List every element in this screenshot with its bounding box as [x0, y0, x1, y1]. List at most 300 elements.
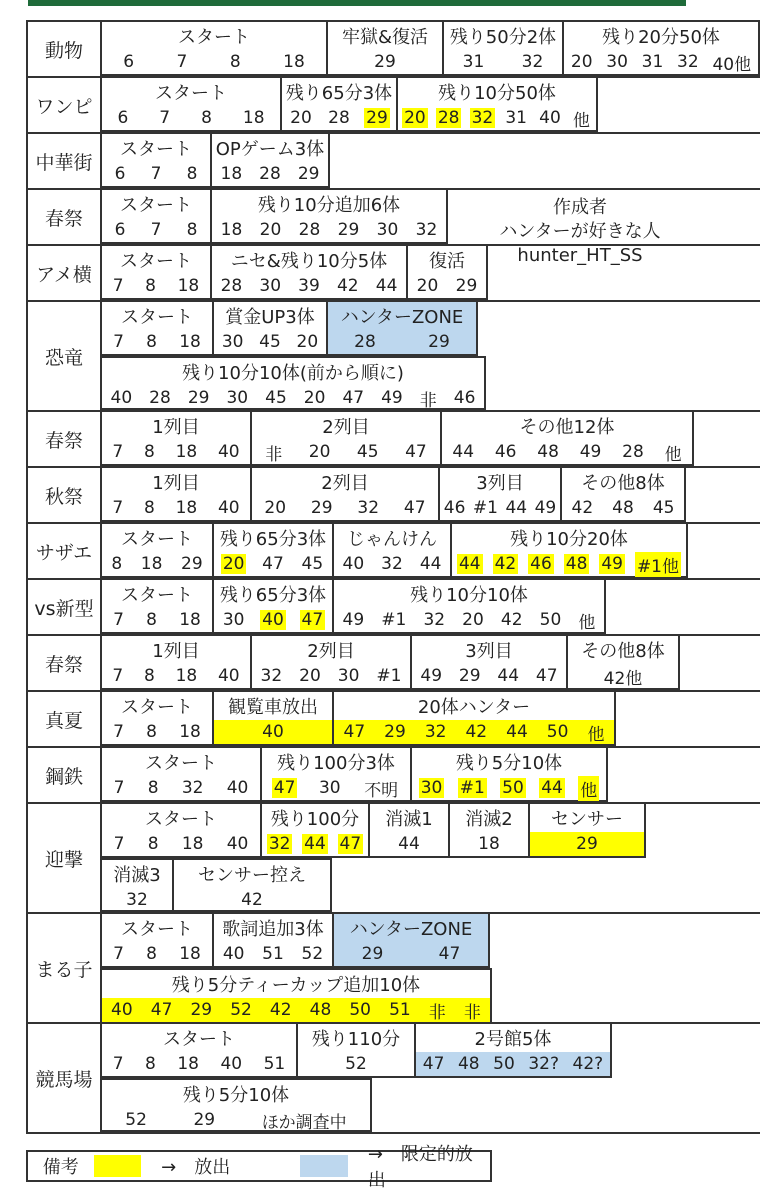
hunter-number: 8: [145, 276, 156, 296]
hunter-number: 8: [201, 108, 212, 128]
phase-header: 残り5分10体: [182, 1085, 290, 1106]
legend-label: 備考: [42, 1157, 79, 1178]
phase-header: 残り100分: [270, 809, 360, 830]
hunter-numbers: [212, 274, 406, 298]
hunter-number: 50: [502, 778, 524, 798]
phase-cell: [282, 78, 398, 132]
hunter-number: 8: [146, 944, 157, 964]
hunter-number: 47: [150, 1000, 173, 1020]
hunter-number: 47: [342, 388, 365, 408]
hunter-number: 29: [193, 1110, 216, 1130]
hunter-numbers: [252, 440, 440, 464]
hunter-number: 32: [677, 52, 699, 72]
hunter-number: 47: [438, 944, 461, 964]
event-row: [26, 468, 760, 524]
event-row: [26, 636, 760, 692]
phase-header: スタート: [121, 529, 193, 550]
hunter-numbers: [262, 832, 368, 856]
phase-header: その他8体: [581, 473, 665, 494]
hunter-number: 28: [354, 332, 376, 352]
phase-cell: [370, 804, 450, 858]
legend-blue-text: → 限定的放出: [367, 1144, 473, 1191]
hunter-number: 29: [310, 498, 333, 518]
hunter-number: 49: [342, 610, 365, 630]
hunter-number: 52: [230, 1000, 252, 1020]
hunter-number: 51: [263, 1054, 286, 1074]
hunter-number: 18: [220, 220, 243, 240]
phase-header: 残り100分3体: [277, 753, 395, 774]
hunter-number: 18: [478, 834, 500, 854]
hunter-number: 40: [222, 944, 245, 964]
hunter-number: 51: [389, 1000, 411, 1020]
hunter-number: #1: [472, 498, 498, 518]
phase-cell: [398, 78, 598, 132]
phase-header: スタート: [155, 83, 227, 104]
phase-cell: [262, 804, 370, 858]
hunter-number: 49: [579, 442, 602, 462]
hunter-number: 18: [140, 554, 163, 574]
event-row: [26, 20, 760, 78]
credit-handle: hunter_HT_SS: [517, 245, 643, 266]
hunter-number: 他: [578, 612, 596, 633]
hunter-numbers: [102, 608, 212, 632]
phase-header: 賞金UP3体: [225, 307, 315, 328]
hunter-numbers: [214, 552, 332, 576]
hunter-number: 44: [458, 554, 481, 574]
phase-header: その他8体: [581, 641, 665, 662]
hunter-number: 51: [262, 944, 284, 964]
hunter-number: 18: [179, 722, 201, 742]
hunter-numbers: [102, 552, 212, 576]
hunter-number: 他: [664, 444, 682, 465]
hunter-number: 48: [565, 554, 588, 574]
hunter-number: 45: [652, 498, 675, 518]
phase-header: 残り10分50体: [438, 83, 556, 104]
phase-header: じゃんけん: [347, 529, 437, 550]
phase-cell: [334, 580, 606, 634]
phase-cell: [562, 468, 686, 522]
hunter-numbers: [102, 330, 212, 354]
hunter-numbers: [262, 776, 410, 800]
credit-title: 作成者: [553, 197, 607, 218]
phase-cell: [102, 636, 252, 690]
hunter-number: 30: [376, 220, 399, 240]
hunter-numbers: [450, 832, 528, 856]
hunter-number: 30: [222, 610, 245, 630]
event-label: 恐竜: [26, 302, 102, 410]
phase-header: スタート: [178, 27, 250, 48]
hunter-number: 18: [177, 276, 200, 296]
hunter-number: 18: [179, 944, 201, 964]
event-row: [26, 692, 760, 748]
credit-note: [470, 196, 690, 268]
phase-header: スタート: [121, 919, 193, 940]
phase-header: 残り10分10体(前から順に): [182, 363, 404, 384]
hunter-number: 50: [349, 1000, 371, 1020]
event-label: アメ横: [26, 246, 102, 300]
hunter-number: 45: [301, 554, 324, 574]
phase-cell: [102, 302, 214, 356]
hunter-number: 20: [570, 52, 593, 72]
hunter-number: 49: [420, 666, 443, 686]
hunter-number: 20: [259, 220, 282, 240]
phase-cell: [214, 914, 334, 968]
hunter-number: 非: [428, 1002, 446, 1023]
hunter-numbers: [102, 440, 250, 464]
hunter-number: 30: [420, 778, 443, 798]
hunter-number: 32: [268, 834, 291, 854]
hunter-number: 8: [229, 52, 241, 72]
hunter-number: 7: [112, 498, 124, 518]
hunter-numbers: [444, 50, 562, 74]
hunter-numbers: [102, 496, 250, 520]
phase-header: 消滅2: [465, 809, 513, 830]
hunter-number: 6: [117, 108, 129, 128]
hunter-number: 47: [422, 1054, 445, 1074]
phase-header: スタート: [163, 1029, 235, 1050]
hunter-numbers: [102, 1108, 370, 1132]
hunter-number: 29: [181, 554, 203, 574]
event-row: [26, 78, 760, 134]
hunter-number: 40: [111, 1000, 133, 1020]
phase-header: スタート: [145, 809, 217, 830]
hunter-numbers: [212, 218, 446, 242]
phase-header: ハンターZONE: [328, 302, 476, 330]
phase-header: 残り20分50体: [602, 27, 720, 48]
phase-cell: [440, 468, 562, 522]
hunter-number: #1: [376, 666, 402, 686]
hunter-number: 42?: [572, 1054, 604, 1074]
hunter-number: 29: [361, 944, 384, 964]
legend-blue-swatch: [300, 1155, 348, 1177]
phase-cell: [564, 22, 760, 76]
phase-header: 消滅1: [385, 809, 433, 830]
hunter-numbers: [298, 1052, 414, 1076]
hunter-number: 48: [537, 442, 559, 462]
hunter-number: 30: [318, 778, 341, 798]
phase-header: スタート: [120, 251, 192, 272]
phase-cell: [102, 22, 328, 76]
event-row: [26, 524, 760, 580]
hunter-numbers: [412, 664, 566, 688]
hunter-number: 44: [419, 554, 442, 574]
hunter-numbers: [214, 330, 326, 354]
hunter-number: 40: [217, 498, 240, 518]
hunter-number: 32: [521, 52, 544, 72]
hunter-number: 42: [494, 554, 517, 574]
phase-header: ハンターZONE: [334, 914, 488, 942]
hunter-number: 47: [405, 442, 427, 462]
hunter-number: 48: [612, 498, 634, 518]
hunter-number: 20: [290, 108, 312, 128]
phase-cell: [102, 524, 214, 578]
event-label: 春祭: [26, 636, 102, 690]
phase-header: その他12体: [519, 417, 615, 438]
hunter-numbers: [440, 496, 560, 520]
event-table: [26, 20, 760, 1134]
hunter-number: 30: [221, 332, 244, 352]
event-label: 動物: [26, 22, 102, 76]
hunter-numbers: [334, 942, 488, 966]
phase-cell: [252, 468, 440, 522]
hunter-number: 28: [328, 108, 350, 128]
hunter-number: 40: [262, 610, 284, 630]
hunter-numbers: [568, 664, 678, 688]
hunter-number: 7: [150, 164, 162, 184]
hunter-number: 45: [259, 332, 281, 352]
hunter-number: 7: [113, 834, 125, 854]
hunter-number: 29: [576, 834, 598, 854]
hunter-number: 47: [273, 778, 296, 798]
hunter-numbers: [328, 50, 442, 74]
hunter-number: 7: [112, 1054, 124, 1074]
phase-header: 残り5分ティーカップ追加10体: [171, 975, 421, 996]
hunter-number: 49: [534, 498, 557, 518]
phase-header: 3列目: [465, 641, 513, 662]
hunter-number: 7: [150, 220, 162, 240]
hunter-numbers: [102, 50, 326, 74]
phase-cell: [102, 246, 212, 300]
phase-cell: [328, 22, 444, 76]
phase-cell: [262, 748, 412, 802]
event-row: [26, 914, 760, 1024]
hunter-number: 44: [398, 834, 420, 854]
phase-header: センサー: [551, 809, 623, 830]
phase-cell: [102, 858, 174, 912]
hunter-numbers: [102, 218, 210, 242]
phase-cell: [214, 524, 334, 578]
phase-cell: [334, 692, 616, 746]
event-label: vs新型: [26, 580, 102, 634]
hunter-number: 18: [175, 498, 198, 518]
hunter-number: 44: [452, 442, 475, 462]
phase-header: 消滅3: [113, 865, 161, 886]
hunter-number: 40他: [712, 54, 752, 75]
hunter-number: 7: [113, 944, 124, 964]
phase-header: スタート: [121, 697, 193, 718]
phase-cell: [212, 190, 448, 244]
phase-cell: [452, 524, 688, 578]
hunter-number: 8: [145, 1054, 156, 1074]
hunter-number: 30: [226, 388, 249, 408]
hunter-number: 45: [356, 442, 379, 462]
hunter-number: 18: [179, 332, 201, 352]
hunter-number: 20: [308, 442, 331, 462]
hunter-number: 不明: [364, 780, 399, 801]
hunter-number: 32?: [528, 1054, 559, 1074]
hunter-numbers: [416, 1052, 610, 1076]
hunter-number: 32: [423, 610, 446, 630]
hunter-number: 29: [190, 1000, 213, 1020]
hunter-number: 50: [493, 1054, 515, 1074]
phase-header: 3列目: [476, 473, 524, 494]
hunter-number: 20: [222, 554, 245, 574]
hunter-numbers: [102, 832, 260, 856]
hunter-number: 28: [298, 220, 321, 240]
hunter-numbers: [102, 998, 490, 1022]
phase-cell: [252, 636, 412, 690]
phase-cell: [252, 412, 442, 466]
hunter-number: 7: [113, 610, 124, 630]
hunter-number: 7: [112, 276, 124, 296]
event-label: 鋼鉄: [26, 748, 102, 802]
hunter-numbers: [530, 832, 644, 856]
phase-header: 残り110分: [311, 1029, 401, 1050]
event-row: [26, 302, 760, 412]
phase-cell: [102, 692, 214, 746]
hunter-number: 20: [299, 666, 321, 686]
phase-cell: [102, 804, 262, 858]
hunter-number: 31: [462, 52, 485, 72]
hunter-number: 30: [259, 276, 282, 296]
phase-header: 歌詞追加3体: [222, 919, 324, 940]
hunter-numbers: [442, 440, 692, 464]
phase-header: 1列目: [152, 417, 200, 438]
hunter-number: 7: [112, 442, 124, 462]
hunter-number: 52: [125, 1110, 147, 1130]
phase-cell: [412, 748, 608, 802]
hunter-number: 44: [541, 778, 563, 798]
hunter-numbers: [564, 50, 758, 74]
hunter-number: 20: [462, 610, 484, 630]
hunter-numbers: [102, 720, 212, 744]
event-label: 真夏: [26, 692, 102, 746]
hunter-number: 47: [301, 610, 324, 630]
hunter-number: 8: [143, 666, 155, 686]
hunter-number: 28: [220, 276, 243, 296]
hunter-number: 他: [572, 110, 590, 131]
hunter-numbers: [214, 608, 332, 632]
hunter-number: 7: [176, 52, 188, 72]
hunter-number: 20: [416, 276, 439, 296]
hunter-numbers: [102, 664, 250, 688]
hunter-numbers: [334, 552, 450, 576]
hunter-numbers: [102, 274, 210, 298]
phase-cell: [334, 914, 490, 968]
phase-cell: [102, 190, 212, 244]
hunter-numbers: [102, 106, 280, 130]
hunter-number: 46: [443, 498, 466, 518]
hunter-numbers: [398, 106, 596, 130]
hunter-number: 47: [403, 498, 426, 518]
hunter-number: 他: [578, 776, 599, 801]
hunter-number: 32: [424, 722, 447, 742]
hunter-numbers: [282, 106, 396, 130]
hunter-number: 8: [147, 834, 159, 854]
hunter-number: 50: [539, 610, 562, 630]
hunter-number: 32: [260, 666, 283, 686]
hunter-numbers: [102, 1052, 296, 1076]
hunter-number: 8: [146, 610, 157, 630]
hunter-number: 18: [177, 1054, 199, 1074]
hunter-numbers: [452, 552, 686, 576]
hunter-number: #1: [459, 778, 485, 798]
hunter-number: 29: [297, 164, 320, 184]
hunter-number: 52: [345, 1054, 367, 1074]
hunter-number: 32: [126, 890, 148, 910]
event-label: 中華街: [26, 134, 102, 188]
hunter-number: 47: [343, 722, 366, 742]
hunter-numbers: [102, 386, 484, 410]
phase-header: センサー控え: [198, 865, 306, 886]
phase-cell: [328, 302, 478, 356]
hunter-numbers: [214, 720, 332, 744]
event-label: サザエ: [26, 524, 102, 578]
hunter-number: 18: [220, 164, 243, 184]
hunter-number: 18: [175, 666, 198, 686]
hunter-numbers: [408, 274, 486, 298]
phase-header: 残り50分2体: [449, 27, 557, 48]
event-label: 迎撃: [26, 804, 102, 912]
credit-author: ハンターが好きな人: [499, 221, 661, 242]
legend: [26, 1144, 492, 1191]
hunter-number: 45: [265, 388, 287, 408]
phase-cell: [174, 858, 332, 912]
event-row: [26, 412, 760, 468]
hunter-number: 44: [375, 276, 398, 296]
event-row: [26, 804, 760, 914]
hunter-number: 18: [283, 52, 305, 72]
phase-header: 残り10分追加6体: [257, 195, 401, 216]
hunter-number: 8: [146, 332, 157, 352]
phase-header: 観覧車放出: [228, 697, 318, 718]
hunter-number: 29: [384, 722, 406, 742]
phase-header: 20体ハンター: [417, 697, 531, 718]
phase-cell: [102, 78, 282, 132]
phase-header: 1列目: [152, 473, 200, 494]
legend-yellow-swatch: [94, 1155, 142, 1177]
hunter-number: 42: [336, 276, 359, 296]
phase-cell: [102, 748, 262, 802]
hunter-number: 52: [301, 944, 324, 964]
hunter-number: 47: [262, 554, 284, 574]
event-label: まる子: [26, 914, 102, 1022]
phase-cell: [102, 356, 486, 410]
hunter-number: 20: [264, 498, 287, 518]
hunter-numbers: [174, 888, 330, 912]
phase-cell: [444, 22, 564, 76]
hunter-number: 32: [357, 498, 380, 518]
phase-cell: [442, 412, 694, 466]
phase-cell: [416, 1024, 612, 1078]
hunter-numbers: [212, 162, 328, 186]
hunter-number: 8: [143, 498, 155, 518]
phase-header: 1列目: [152, 641, 200, 662]
hunter-number: 40: [217, 666, 240, 686]
hunter-number: 42他: [603, 668, 643, 689]
hunter-number: 48: [309, 1000, 332, 1020]
hunter-number: 18: [175, 442, 198, 462]
hunter-number: 28: [149, 388, 171, 408]
hunter-number: 48: [457, 1054, 480, 1074]
event-row: [26, 134, 760, 190]
hunter-number: 32: [381, 554, 403, 574]
phase-header: スタート: [120, 139, 192, 160]
hunter-number: 31: [641, 52, 664, 72]
phase-cell: [212, 246, 408, 300]
phase-header: 残り65分3体: [219, 529, 327, 550]
phase-header: 残り10分20体: [510, 529, 628, 550]
hunter-number: 39: [298, 276, 320, 296]
hunter-number: 7: [113, 722, 124, 742]
hunter-number: 42: [500, 610, 523, 630]
phase-cell: [214, 580, 334, 634]
hunter-number: 40: [110, 388, 133, 408]
phase-cell: [102, 1078, 372, 1132]
phase-header: 牢獄&復活: [341, 27, 429, 48]
phase-cell: [102, 1024, 298, 1078]
hunter-number: 47: [339, 834, 362, 854]
